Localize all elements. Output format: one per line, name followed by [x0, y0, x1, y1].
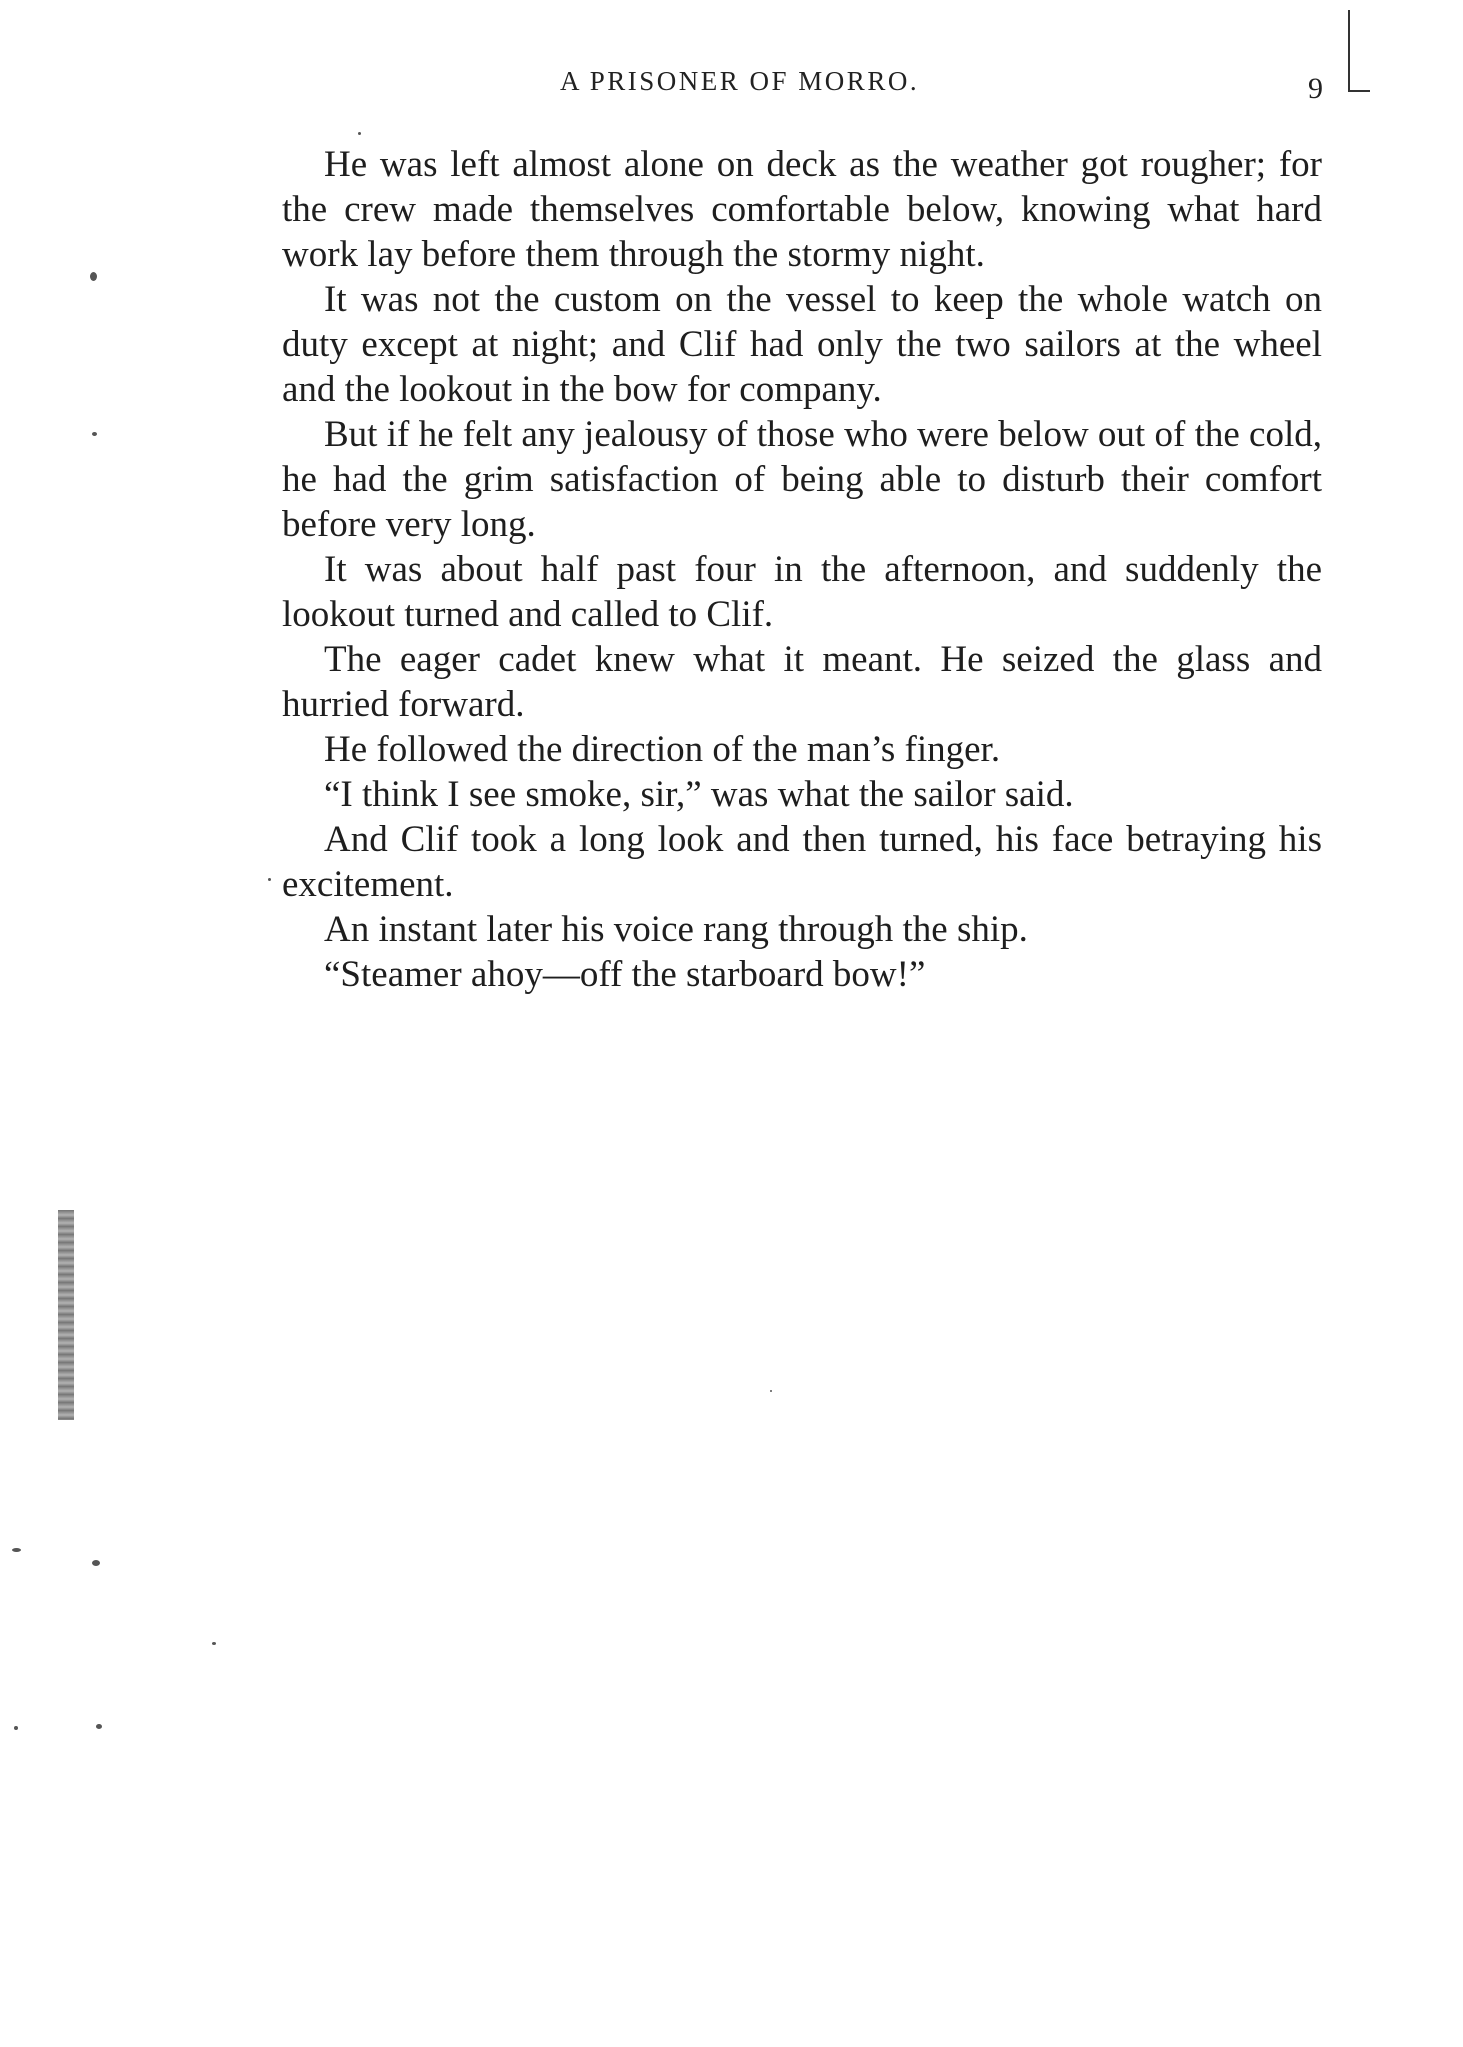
- scan-speck: [770, 1390, 772, 1392]
- scan-speck: [14, 1726, 18, 1730]
- paragraph: “I think I see smoke, sir,” was what the sailor said.: [324, 774, 1074, 815]
- crop-mark-vertical: [1348, 10, 1350, 92]
- paragraph: He followed the direction of the man’s finger.: [324, 729, 1001, 770]
- body-text: [282, 142, 1322, 997]
- page-number: 9: [1308, 72, 1323, 105]
- crop-mark-horizontal: [1348, 90, 1370, 92]
- running-header-title: A PRISONER OF MORRO.: [560, 66, 920, 96]
- paragraph: An instant later his voice rang through the ship.: [324, 909, 1028, 950]
- scan-speck: [12, 1548, 21, 1552]
- scan-speck: [268, 878, 271, 881]
- scan-binding-artifact: [58, 1210, 74, 1420]
- paragraph: He was left almost alone on deck as the weather got rougher; for the crew made themselves comfortable below, knowing what hard work lay before them through the stormy night.: [282, 144, 1322, 275]
- scan-speck: [358, 132, 361, 135]
- scan-speck: [90, 272, 97, 281]
- paragraph: The eager cadet knew what it meant. He seized the glass and hurried forward.: [282, 639, 1322, 725]
- paragraph: “Steamer ahoy—off the starboard bow!”: [324, 954, 926, 995]
- paragraph: And Clif took a long look and then turned, his face betraying his excitement.: [282, 819, 1322, 905]
- paragraph: It was not the custom on the vessel to keep the whole watch on duty except at night; and Clif had only the two sailors at the wheel and the lookout in the bow for company.: [282, 279, 1322, 410]
- scan-speck: [96, 1724, 102, 1729]
- paragraph: But if he felt any jealousy of those who were below out of the cold, he had the grim satisfaction of being able to disturb their comfort before very long.: [282, 414, 1322, 545]
- scan-speck: [92, 1560, 100, 1566]
- scan-speck: [92, 432, 97, 436]
- scan-speck: [212, 1642, 216, 1645]
- paragraph: It was about half past four in the afternoon, and suddenly the lookout turned and called to Clif.: [282, 549, 1322, 635]
